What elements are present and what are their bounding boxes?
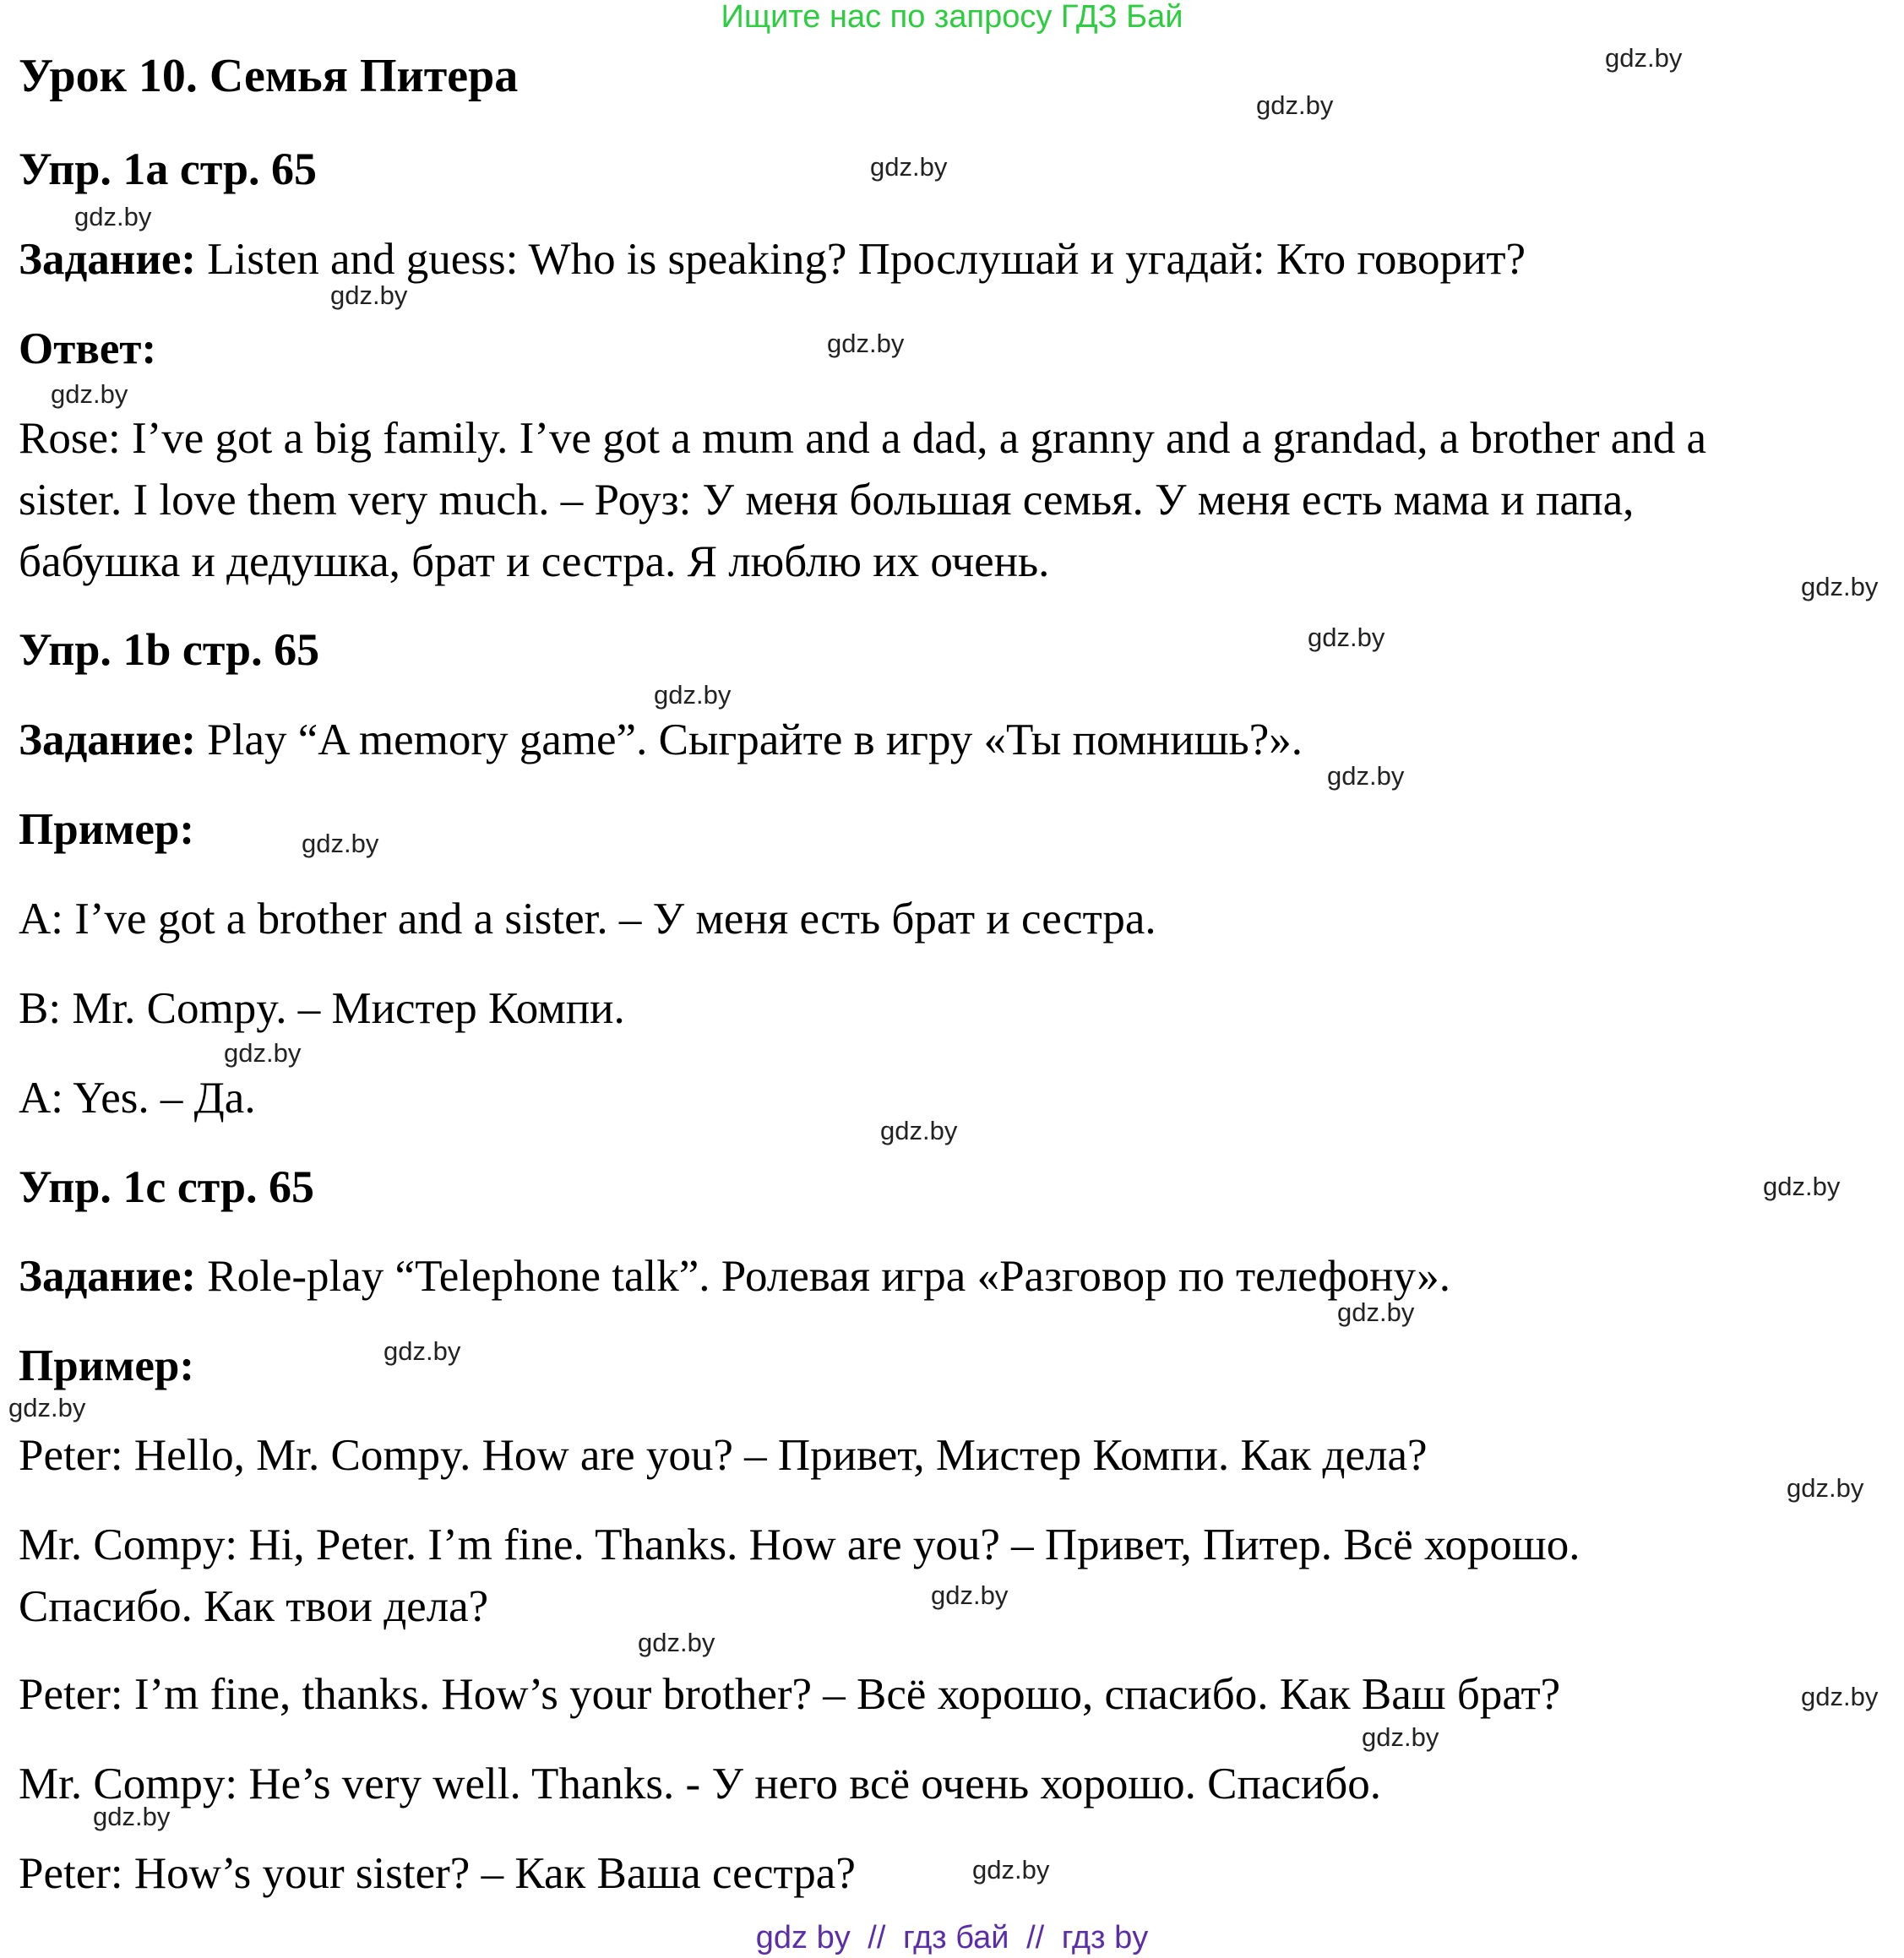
ex1a-answer-label: Ответ: <box>19 324 157 373</box>
ex1b-task <box>19 710 1885 770</box>
ex1a-answer-line-1: Rose: I’ve got a big family. I’ve got a mum and a dad, a granny and a grandad, a brother and a <box>19 414 1707 463</box>
ex1b-task-label: Задание: <box>19 715 197 764</box>
watermark: gdz.by <box>1256 90 1334 120</box>
ex1c-heading: Упр. 1c стр. 65 <box>19 1161 314 1212</box>
ex1c-line-3: Peter: I’m fine, thanks. How’s your brother? – Всё хорошо, спасибо. Как Ваш брат? <box>19 1670 1561 1719</box>
ex1c-example-label: Пример: <box>19 1341 194 1390</box>
watermark: gdz.by <box>330 280 408 310</box>
ex1b-line-3: A: Yes. – Да. <box>19 1074 256 1123</box>
watermark: gdz.by <box>880 1116 958 1145</box>
ex1c-line-4: Mr. Compy: He’s very well. Thanks. - У него всё очень хорошо. Спасибо. <box>19 1759 1382 1808</box>
watermark: gdz.by <box>1787 1473 1864 1503</box>
watermark: gdz.by <box>8 1393 86 1422</box>
watermark: gdz.by <box>654 680 732 710</box>
ex1a-heading: Упр. 1a стр. 65 <box>19 144 318 194</box>
watermark: gdz.by <box>224 1038 302 1068</box>
watermark: gdz.by <box>638 1628 715 1657</box>
watermark: gdz.by <box>1801 1682 1879 1711</box>
top-banner: Ищите нас по запросу ГДЗ Бай <box>721 0 1183 35</box>
watermark: gdz.by <box>74 202 152 231</box>
ex1b-task-text: Play “A memory game”. Сыграйте в игру «Ты помнишь?». <box>196 715 1303 764</box>
ex1c-task <box>19 1246 1885 1307</box>
ex1b-line-2: B: Mr. Compy. – Мистер Компи. <box>19 984 625 1033</box>
bottom-banner-part-3: гдз by <box>1061 1920 1149 1955</box>
ex1c-task-text: Role-play “Telephone talk”. Ролевая игра «Разговор по телефону». <box>196 1252 1451 1301</box>
bottom-banner-part-1: gdz by <box>755 1920 851 1955</box>
ex1c-line-5: Peter: How’s your sister? – Как Ваша сестра? <box>19 1849 856 1898</box>
watermark: gdz.by <box>931 1580 1009 1610</box>
lesson-title: Урок 10. Семья Питера <box>19 50 519 102</box>
watermark: gdz.by <box>972 1855 1050 1885</box>
ex1b-heading: Упр. 1b стр. 65 <box>19 624 320 675</box>
ex1c-task-label: Задание: <box>19 1252 197 1301</box>
bottom-banner-separator: // <box>1026 1920 1045 1955</box>
ex1a-task-label: Задание: <box>19 235 197 284</box>
watermark: gdz.by <box>870 152 948 182</box>
ex1a-answer-line-3: бабушка и дедушка, брат и сестра. Я люблю их очень. <box>19 537 1050 586</box>
watermark: gdz.by <box>1801 572 1879 601</box>
watermark: gdz.by <box>384 1336 461 1366</box>
watermark: gdz.by <box>1763 1172 1841 1201</box>
ex1a-task <box>19 229 1885 290</box>
watermark: gdz.by <box>1327 761 1405 791</box>
watermark: gdz.by <box>1362 1722 1439 1752</box>
bottom-banner <box>0 1919 1904 1956</box>
watermark: gdz.by <box>827 329 905 358</box>
ex1a-answer-line-2: sister. I love them very much. – Роуз: У меня большая семья. У меня есть мама и папа, <box>19 476 1635 525</box>
watermark: gdz.by <box>1308 623 1385 652</box>
bottom-banner-separator: // <box>868 1920 886 1955</box>
ex1a-task-text: Listen and guess: Who is speaking? Прослушай и угадай: Кто говорит? <box>196 235 1526 284</box>
watermark: gdz.by <box>1605 43 1683 73</box>
watermark: gdz.by <box>93 1802 171 1831</box>
ex1b-example-label: Пример: <box>19 805 194 854</box>
ex1b-line-1: A: I’ve got a brother and a sister. – У меня есть брат и сестра. <box>19 895 1156 944</box>
bottom-banner-part-2: гдз бай <box>902 1920 1009 1955</box>
watermark: gdz.by <box>302 829 379 858</box>
ex1c-line-2b: Спасибо. Как твои дела? <box>19 1582 489 1631</box>
ex1c-line-2a: Mr. Compy: Hi, Peter. I’m fine. Thanks. How are you? – Привет, Питер. Всё хорошо. <box>19 1520 1580 1569</box>
watermark: gdz.by <box>51 379 128 409</box>
watermark: gdz.by <box>1337 1297 1415 1327</box>
ex1c-line-1: Peter: Hello, Mr. Compy. How are you? – Привет, Мистер Компи. Как дела? <box>19 1431 1428 1480</box>
